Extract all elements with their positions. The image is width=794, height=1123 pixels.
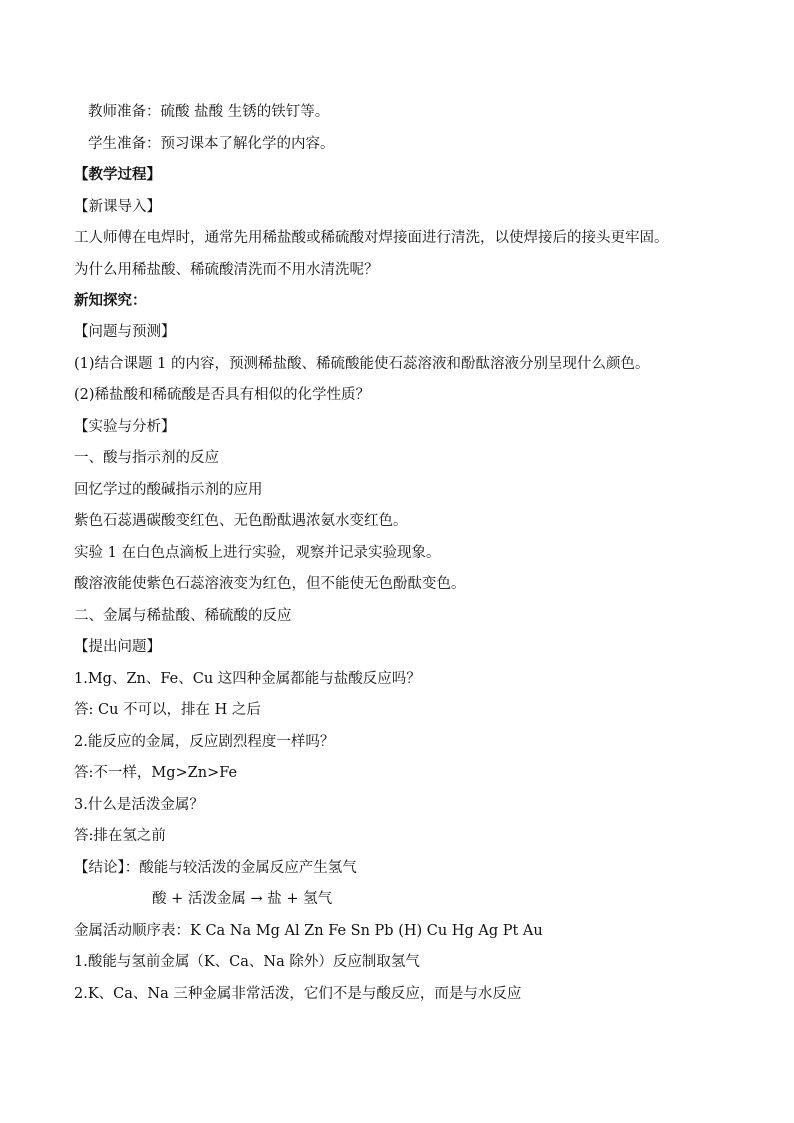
experiment-line-4: 酸溶液能使紫色石蕊溶液变为红色，但不能使无色酚酞变色。 bbox=[74, 576, 466, 592]
ask-answer-2: 答:不一样，Mg>Zn>Fe bbox=[74, 765, 238, 781]
section-2-title: 二、金属与稀盐酸、稀硫酸的反应 bbox=[74, 608, 292, 624]
student-prep: 学生准备：预习课本了解化学的内容。 bbox=[88, 136, 335, 152]
teaching-process-heading: 【教学过程】 bbox=[74, 166, 161, 183]
reaction-formula: 酸 + 活泼金属 → 盐 + 氢气 bbox=[152, 891, 333, 907]
explore-heading: 新知探究： bbox=[74, 292, 147, 309]
section-1-title: 一、酸与指示剂的反应 bbox=[74, 450, 219, 466]
activity-series: 金属活动顺序表：K Ca Na Mg Al Zn Fe Sn Pb (H) Cu Hg Ag Pt Au bbox=[74, 923, 543, 939]
intro-heading: 【新课导入】 bbox=[74, 199, 161, 215]
ask-heading: 【提出问题】 bbox=[74, 639, 161, 655]
ask-question-1: 1.Mg、Zn、Fe、Cu 这四种金属都能与盐酸反应吗？ bbox=[74, 671, 421, 687]
conclusion-note-2: 2.K、Ca、Na 三种金属非常活泼，它们不是与酸反应，而是与水反应 bbox=[74, 986, 522, 1002]
experiment-line-1: 回忆学过的酸碱指示剂的应用 bbox=[74, 482, 263, 498]
experiment-line-3: 实验 1 在白色点滴板上进行实验，观察并记录实验现象。 bbox=[74, 545, 441, 561]
ask-answer-1: 答: Cu 不可以，排在 H 之后 bbox=[74, 702, 261, 718]
intro-paragraph-2: 为什么用稀盐酸、稀硫酸清洗而不用水清洗呢？ bbox=[74, 262, 379, 278]
teacher-prep: 教师准备：硫酸 盐酸 生锈的铁钉等。 bbox=[88, 104, 330, 120]
intro-paragraph-1: 工人师傅在电焊时，通常先用稀盐酸或稀硫酸对焊接面进行清洗，以使焊接后的接头更牢固。 bbox=[74, 230, 669, 246]
question-2: (2)稀盐酸和稀硫酸是否具有相似的化学性质？ bbox=[74, 387, 371, 403]
experiment-heading: 【实验与分析】 bbox=[74, 419, 176, 435]
ask-question-3: 3.什么是活泼金属？ bbox=[74, 797, 204, 813]
questions-heading: 【问题与预测】 bbox=[74, 324, 176, 340]
conclusion-line: 【结论】：酸能与较活泼的金属反应产生氢气 bbox=[74, 860, 357, 876]
experiment-line-2: 紫色石蕊遇碳酸变红色、无色酚酞遇浓氨水变红色。 bbox=[74, 513, 408, 529]
ask-question-2: 2.能反应的金属，反应剧烈程度一样吗？ bbox=[74, 734, 335, 750]
ask-answer-3: 答:排在氢之前 bbox=[74, 828, 166, 844]
conclusion-note-1: 1.酸能与氢前金属（K、Ca、Na 除外）反应制取氢气 bbox=[74, 954, 420, 970]
question-1: (1)结合课题 1 的内容，预测稀盐酸、稀硫酸能使石蕊溶液和酚酞溶液分别呈现什么颜色。 bbox=[74, 356, 650, 372]
